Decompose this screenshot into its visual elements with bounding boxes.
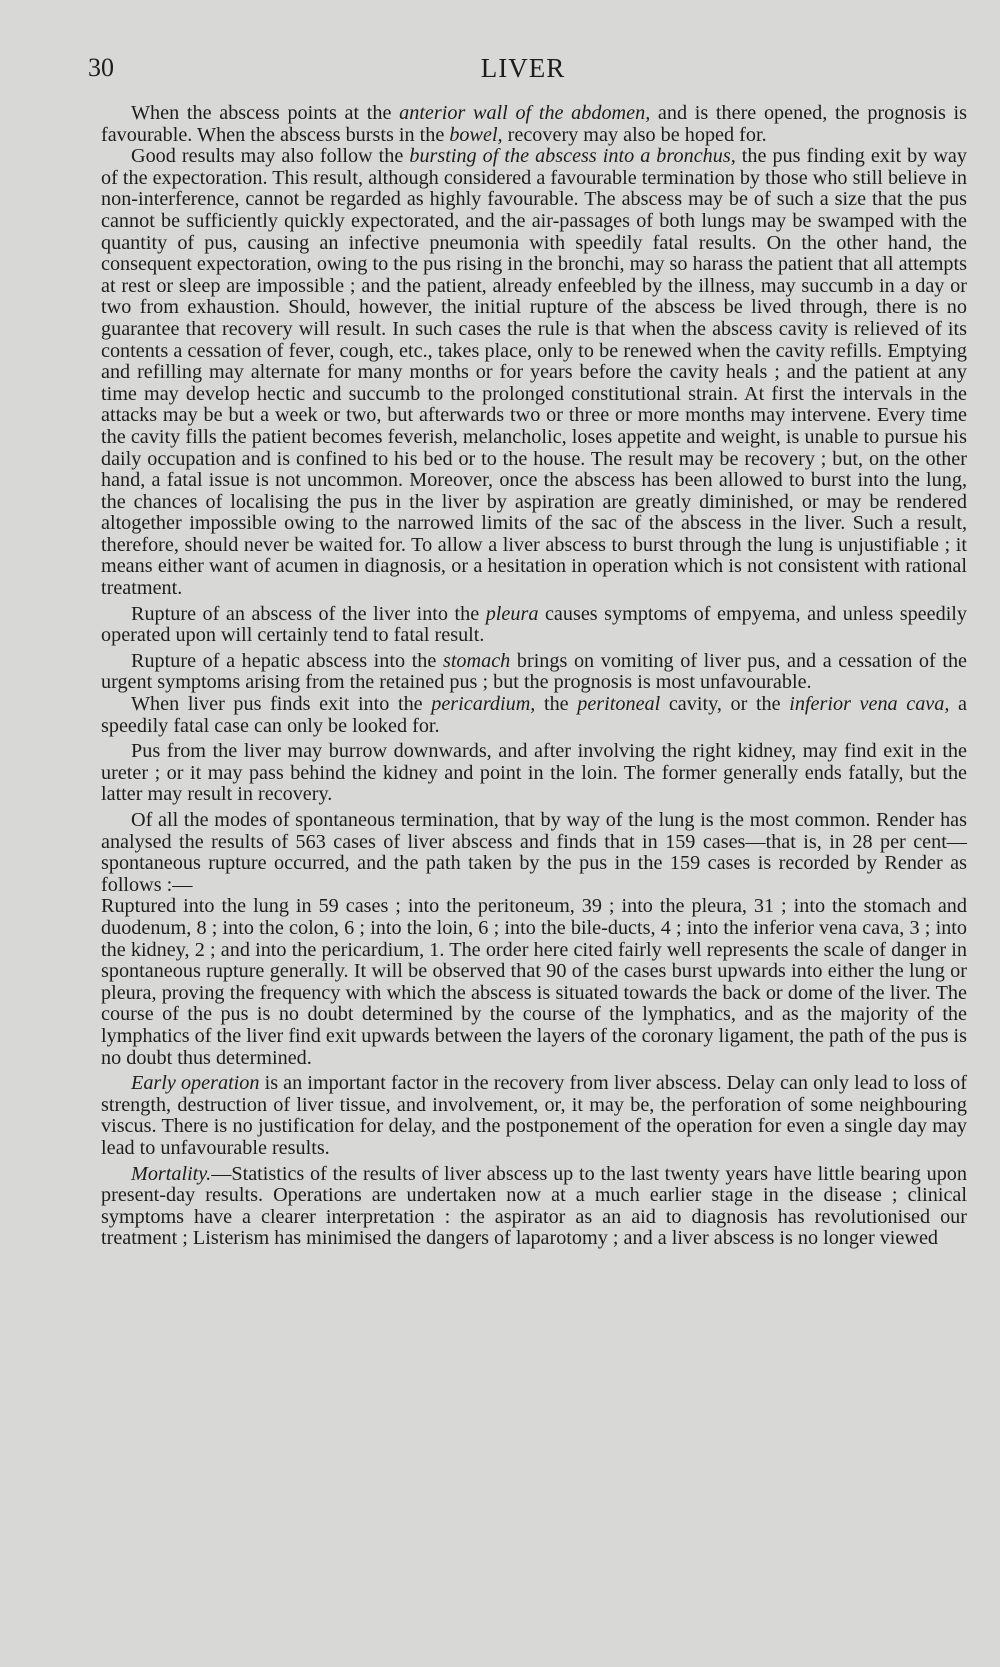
paragraph-early-operation bbox=[101, 1073, 967, 1159]
paragraph-stomach bbox=[101, 651, 967, 694]
paragraph-text: brings on vomiting of liver pus, and a cessation of the urgent symptoms arising from the retained pus ; but the prognosis is most unfavourable. bbox=[101, 649, 967, 694]
italic-term: stomach bbox=[442, 649, 511, 672]
italic-term: pericardium, bbox=[431, 693, 536, 716]
paragraph-text: causes symptoms of empyema, and unless speedily operated upon will certainly tend to fatal result. bbox=[101, 602, 968, 647]
paragraph-kidney: Pus from the liver may burrow downwards, and after involving the right kidney, may find exit in the ureter ; or it may pass behind the kidney and point in the loin. The former generally ends fatally, but the latter may result in recovery. bbox=[101, 740, 967, 806]
page-number: 30 bbox=[88, 53, 114, 82]
paragraph-pleura bbox=[101, 604, 967, 647]
paragraph-pericardium bbox=[101, 694, 967, 737]
paragraph-anterior-wall bbox=[101, 103, 967, 146]
paragraph-text: When liver pus finds exit into the bbox=[131, 693, 432, 716]
italic-term: peritoneal bbox=[577, 693, 661, 716]
running-head bbox=[88, 52, 958, 92]
italic-term: pleura bbox=[485, 602, 539, 625]
running-title: LIVER bbox=[480, 53, 566, 83]
italic-term: anterior wall of the abdomen, bbox=[399, 102, 651, 124]
italic-term: inferior vena cava, bbox=[789, 693, 950, 716]
paragraph-text: a speedily fatal case can only be looked for. bbox=[101, 693, 967, 737]
paragraph-render-analysis: Of all the modes of spontaneous termination, that by way of the lung is the most common. Render has analysed the results of 563 cases of liver abscess and finds that in 159 cases—that is, in 28 per cent—spontaneous rupture occurred, and the path taken by the pus in the 159 cases is recorded by Render as follows :— bbox=[101, 809, 967, 896]
paragraph-mortality bbox=[101, 1164, 967, 1250]
paragraph-text: —Statistics of the results of liver abscess up to the last twenty years have little bearing upon present-day results. Operations are undertaken now at a much earlier stage in the disease ; clinical symptoms have a clearer interpretation : the aspirator as an aid to diagnosis has revolutionised our treatment ; Listerism has minimised the dangers of laparotomy ; and a liver abscess is no longer viewed bbox=[101, 1162, 967, 1250]
paragraph-text: When the abscess points at the bbox=[131, 102, 400, 124]
italic-term: Mortality. bbox=[131, 1162, 212, 1185]
paragraph-text: Good results may also follow the bbox=[131, 145, 410, 168]
paragraph-text: is an important factor in the recovery from liver abscess. Delay can only lead to loss of strength, destruction of liver tissue, and involvement, or, it may be, the perforation of some neighbouring viscus. There is no justification for delay, and the postponement of the operation for even a single day may lead to unfavourable results. bbox=[101, 1072, 968, 1159]
paragraph-text: the bbox=[535, 693, 578, 716]
paragraph-text: recovery may also be hoped for. bbox=[502, 123, 767, 146]
paragraph-text: and is there opened, the prognosis is favourable. When the abscess bursts in the bbox=[101, 102, 967, 146]
paragraph-text: Rupture of a hepatic abscess into the bbox=[131, 649, 443, 672]
paragraph-text: the pus finding exit by way of the expectoration. This result, although considered a favourable termination by those who still believe in non-interference, cannot be regarded as highly favourable. The abscess may be of such a size that the pus cannot be sufficiently quickly expectorated, and the air-passages of both lungs may be swamped with the quantity of pus, causing an infective pneumonia with speedily fatal results. On the other hand, the consequent expectoration, owing to the pus rising in the bronchi, may so harass the patient that all attempts at rest or sleep are impossible ; and the patient, already enfeebled by the illness, may succumb in a day or two from exhaustion. Should, however, the initial rupture of the abscess be lived through, there is no guarantee that recovery will result. In such cases the rule is that when the abscess cavity is relieved of its contents a cessation of fever, cough, etc., takes place, only to be renewed when the cavity refills. Emptying and refilling may alternate for many months or for years before the cavity heals ; and the patient at any time may develop hectic and succumb to the prolonged constitutional strain. At first the intervals in the attacks may be but a week or two, but afterwards two or three or more months may intervene. Every time the cavity fills the patient becomes feverish, melancholic, loses appetite and weight, is unable to pursue his daily occupation and is confined to his bed or to the house. The result may be recovery ; but, on the other hand, a fatal issue is not uncommon. Moreover, once the abscess has been allowed to burst into the lung, the chances of localising the pus in the liver by aspiration are greatly diminished, or may be rendered altogether impossible owing to the narrowed limits of the sac of the abscess in the liver. Such a result, therefore, should never be waited for. To allow a liver abscess to burst through the lung is unjustifiable ; it means either want of acumen in diagnosis, or a hesitation in operation which is not consistent with rational treatment. bbox=[101, 145, 967, 600]
italic-term: Early operation bbox=[131, 1072, 260, 1095]
paragraph-rupture-list: Ruptured into the lung in 59 cases ; into the peritoneum, 39 ; into the pleura, 31 ; into the stomach and duodenum, 8 ; into the colon, 6 ; into the loin, 6 ; into the bile-ducts, 4 ; into the inferior vena cava, 3 ; into the kidney, 2 ; and into the pericardium, 1. The order here cited fairly well represents the scale of danger in spontaneous rupture generally. It will be observed that 90 of the cases burst upwards into either the lung or pleura, proving the frequency with which the abscess is situated towards the back or dome of the liver. The course of the pus is no doubt determined by the course of the lymphatics, and as the majority of the lymphatics of the liver find exit upwards between the layers of the coronary ligament, the path of the pus is no doubt thus determined. bbox=[101, 895, 967, 1069]
italic-term: bursting of the abscess into a bronchus, bbox=[409, 145, 736, 168]
paragraph-bronchus bbox=[101, 146, 967, 599]
body-text bbox=[101, 103, 967, 1250]
paragraph-text: cavity, or the bbox=[660, 693, 790, 716]
paragraph-text: Rupture of an abscess of the liver into the bbox=[131, 602, 486, 625]
italic-term: bowel, bbox=[449, 123, 503, 146]
